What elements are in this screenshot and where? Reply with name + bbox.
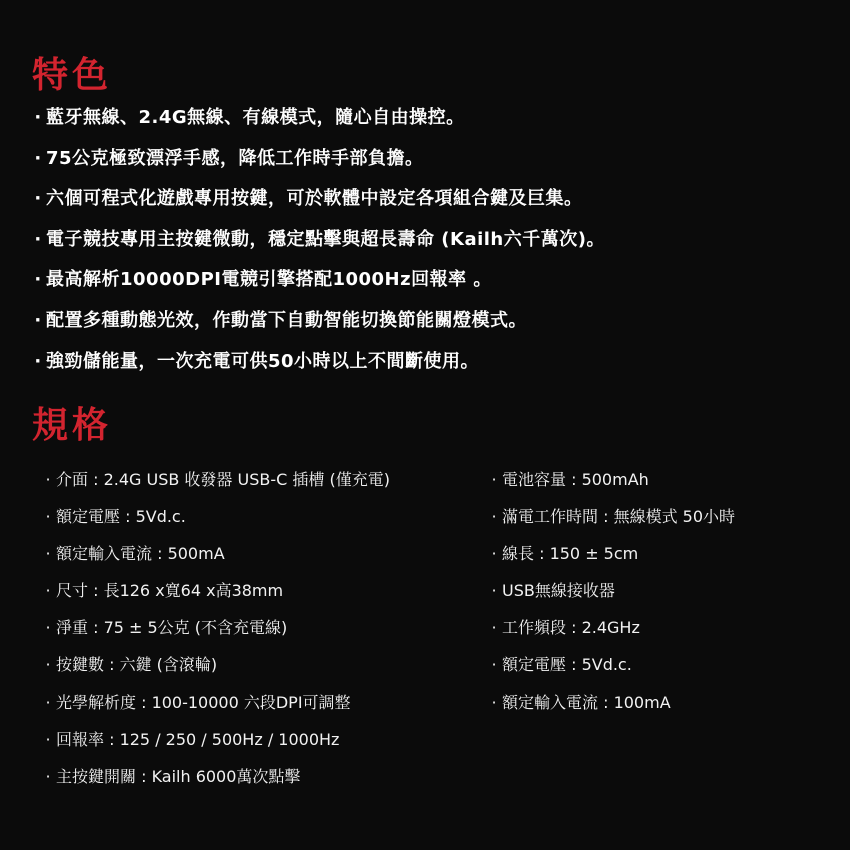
spec-text: 額定輸入電流 : 500mA bbox=[56, 544, 225, 564]
spec-item bbox=[40, 536, 480, 573]
spec-item bbox=[40, 610, 480, 647]
feature-item bbox=[30, 262, 830, 303]
spec-item bbox=[40, 647, 480, 684]
spec-item bbox=[486, 647, 826, 684]
bullet-dot-icon: · bbox=[491, 470, 497, 489]
bullet-dot-icon: · bbox=[34, 309, 42, 331]
spec-text: 滿電工作時間 : 無線模式 50小時 bbox=[502, 507, 736, 527]
spec-text: 電池容量 : 500mAh bbox=[502, 470, 649, 489]
bullet-dot-icon: · bbox=[34, 228, 42, 250]
feature-text: 配置多種動態光效，作動當下自動智能切換節能關燈模式。 bbox=[46, 309, 527, 331]
spec-text: 額定電壓 : 5Vd.c. bbox=[56, 507, 186, 527]
spec-text: 按鍵數 : 六鍵 (含滾輪) bbox=[56, 655, 218, 675]
feature-text: 六個可程式化遊戲專用按鍵，可於軟體中設定各項組合鍵及巨集。 bbox=[46, 188, 583, 210]
specs-list-right bbox=[486, 462, 826, 722]
bullet-dot-icon: · bbox=[34, 188, 42, 210]
feature-item bbox=[30, 222, 830, 263]
spec-text: USB無線接收器 bbox=[502, 581, 615, 601]
bullet-dot-icon: · bbox=[491, 544, 497, 564]
spec-item bbox=[486, 685, 826, 722]
bullet-dot-icon: · bbox=[45, 618, 51, 638]
bullet-dot-icon: · bbox=[491, 692, 497, 712]
spec-item bbox=[40, 573, 480, 610]
specs-heading: 規格 bbox=[32, 405, 113, 446]
feature-text: 藍牙無線、2.4G無線、有線模式，隨心自由操控。 bbox=[46, 107, 465, 128]
spec-text: 淨重 : 75 ± 5公克 (不含充電線) bbox=[56, 618, 288, 638]
bullet-dot-icon: · bbox=[491, 507, 497, 527]
spec-item bbox=[486, 610, 826, 647]
spec-item bbox=[486, 536, 826, 573]
bullet-dot-icon: · bbox=[45, 470, 51, 489]
bullet-dot-icon: · bbox=[34, 350, 42, 372]
feature-text: 強勁儲能量，一次充電可供50小時以上不間斷使用。 bbox=[46, 350, 480, 372]
bullet-dot-icon: · bbox=[45, 507, 51, 527]
spec-text: 主按鍵開關 : Kailh 6000萬次點擊 bbox=[56, 766, 301, 786]
feature-item bbox=[30, 181, 830, 222]
spec-item bbox=[486, 573, 826, 610]
spec-text: 額定輸入電流 : 100mA bbox=[502, 692, 671, 712]
specs-list-left bbox=[40, 462, 480, 796]
spec-item bbox=[40, 462, 480, 499]
spec-item bbox=[40, 499, 480, 536]
feature-text: 電子競技專用主按鍵微動，穩定點擊與超長壽命 (Kailh六千萬次)。 bbox=[46, 228, 605, 250]
bullet-dot-icon: · bbox=[34, 269, 42, 291]
features-list bbox=[30, 100, 830, 384]
bullet-dot-icon: · bbox=[45, 581, 51, 601]
bullet-dot-icon: · bbox=[491, 581, 497, 601]
feature-item bbox=[30, 141, 830, 182]
feature-item bbox=[30, 303, 830, 344]
feature-item bbox=[30, 100, 830, 141]
spec-item bbox=[40, 759, 480, 796]
spec-item bbox=[40, 722, 480, 759]
bullet-dot-icon: · bbox=[491, 655, 497, 675]
feature-text: 75公克極致漂浮手感，降低工作時手部負擔。 bbox=[46, 147, 424, 169]
bullet-dot-icon: · bbox=[45, 655, 51, 675]
spec-text: 工作頻段 : 2.4GHz bbox=[502, 618, 640, 638]
spec-text: 光學解析度 : 100-10000 六段DPI可調整 bbox=[56, 692, 351, 712]
bullet-dot-icon: · bbox=[45, 692, 51, 712]
feature-item bbox=[30, 344, 830, 385]
spec-text: 介面 : 2.4G USB 收發器 USB-C 插槽 (僅充電) bbox=[56, 470, 390, 489]
spec-text: 線長 : 150 ± 5cm bbox=[502, 544, 639, 564]
bullet-dot-icon: · bbox=[34, 147, 42, 169]
spec-text: 額定電壓 : 5Vd.c. bbox=[502, 655, 632, 675]
spec-item bbox=[486, 462, 826, 499]
spec-text: 回報率 : 125 / 250 / 500Hz / 1000Hz bbox=[56, 729, 340, 749]
bullet-dot-icon: · bbox=[34, 107, 42, 128]
bullet-dot-icon: · bbox=[45, 729, 51, 749]
bullet-dot-icon: · bbox=[45, 766, 51, 786]
spec-item bbox=[486, 499, 826, 536]
feature-text: 最高解析10000DPI電競引擎搭配1000Hz回報率 。 bbox=[46, 269, 492, 291]
bullet-dot-icon: · bbox=[491, 618, 497, 638]
features-heading: 特色 bbox=[32, 55, 113, 96]
spec-item bbox=[40, 685, 480, 722]
bullet-dot-icon: · bbox=[45, 544, 51, 564]
spec-text: 尺寸 : 長126 x寬64 x高38mm bbox=[56, 581, 284, 601]
